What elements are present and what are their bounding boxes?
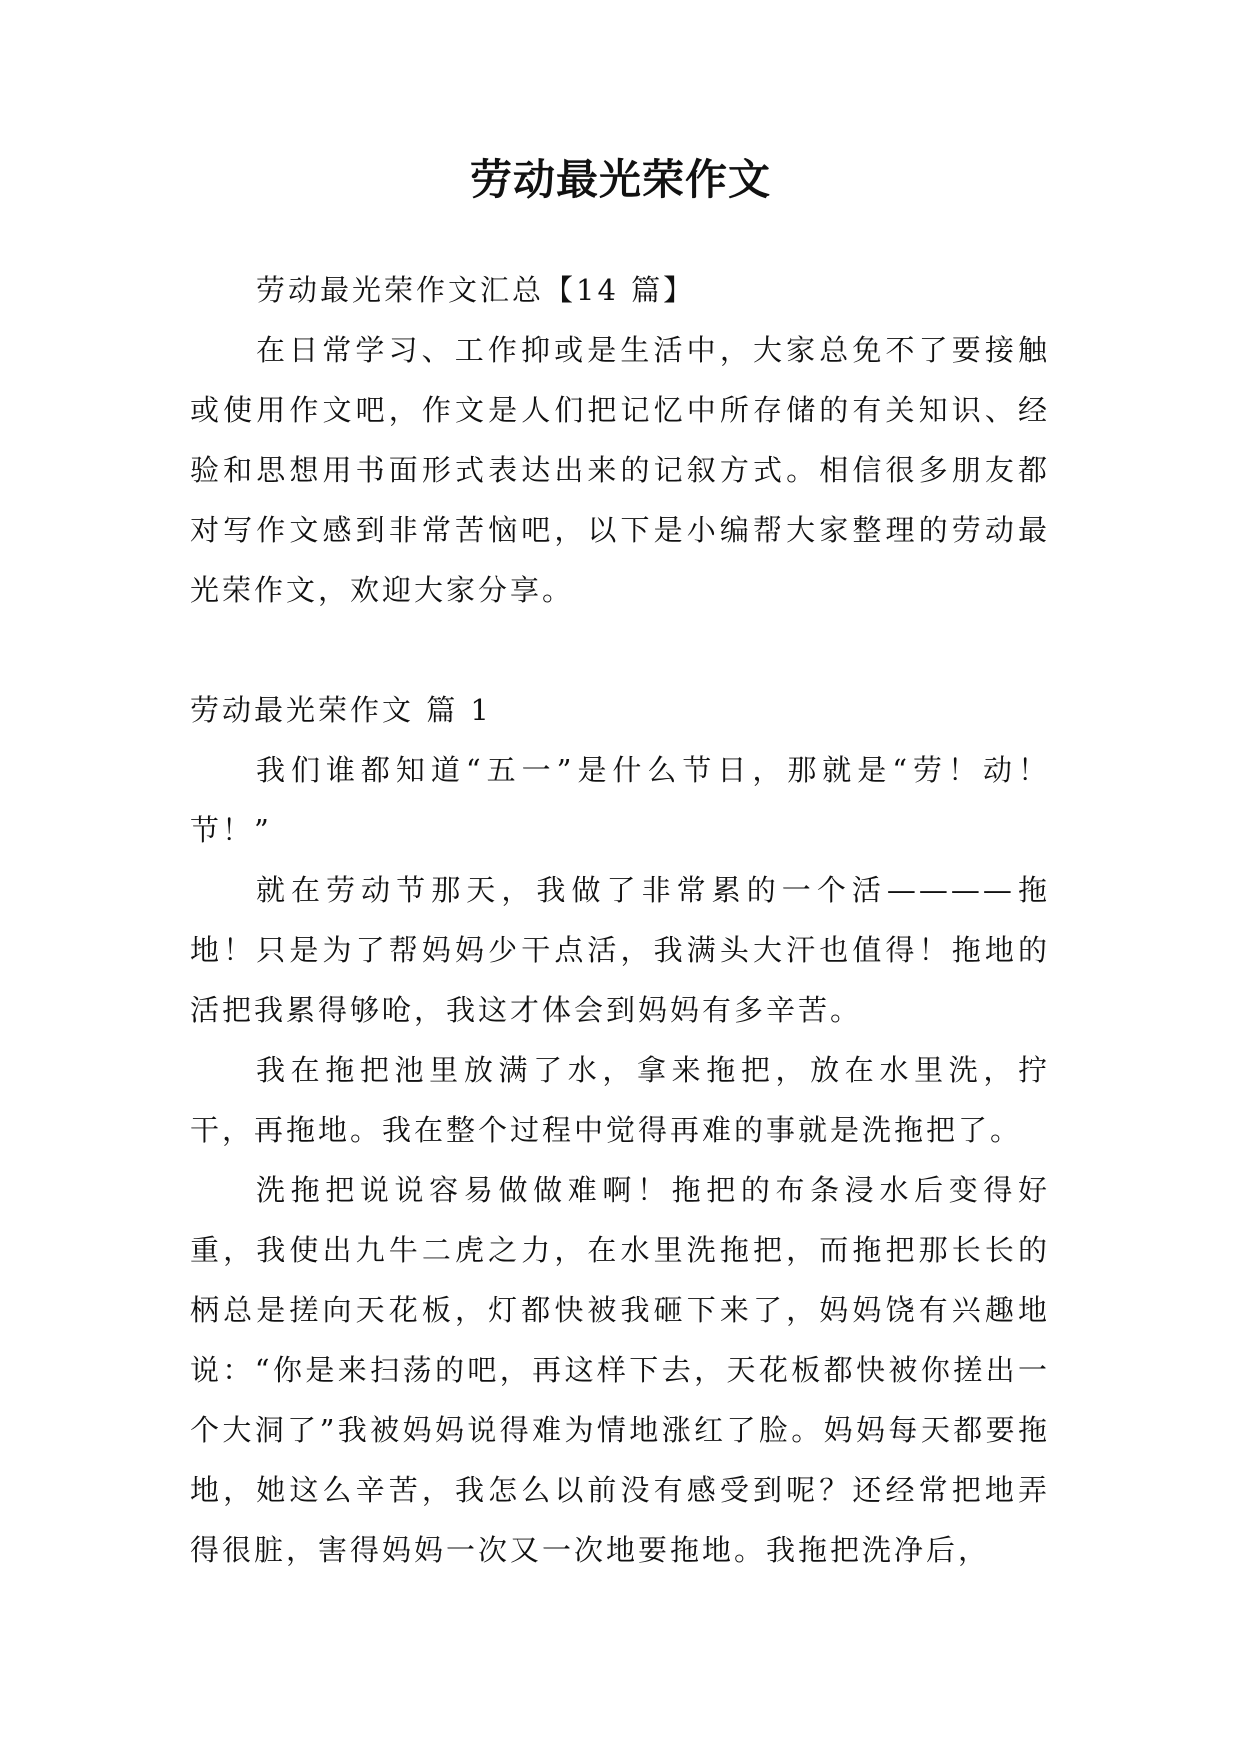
body-paragraph: 我们谁都知道“五一”是什么节日，那就是“劳！动！节！” [190,753,1050,847]
document-title: 劳动最光荣作文 [469,155,771,204]
intro-paragraph: 在日常学习、工作抑或是生活中，大家总免不了要接触或使用作文吧，作文是人们把记忆中所存储的有关知识、经验和思想用书面形式表达出来的记叙方式。相信很多朋友都对写作文感到非常苦恼吧，以下是小编帮大家整理的劳动最光荣作文，欢迎大家分享。 [190,333,1050,607]
document-subtitle: 劳动最光荣作文汇总【14 篇】 [256,273,696,307]
body-paragraph: 就在劳动节那天，我做了非常累的一个活————拖地！只是为了帮妈妈少干点活，我满头大汗也值得！拖地的活把我累得够呛，我这才体会到妈妈有多辛苦。 [190,873,1050,1027]
body-paragraph: 我在拖把池里放满了水，拿来拖把，放在水里洗，拧干，再拖地。我在整个过程中觉得再难的事就是洗拖把了。 [190,1053,1050,1147]
section-heading: 劳动最光荣作文 篇 1 [190,693,492,727]
body-paragraph: 洗拖把说说容易做做难啊！拖把的布条浸水后变得好重，我使出九牛二虎之力，在水里洗拖把，而拖把那长长的柄总是搓向天花板，灯都快被我砸下来了，妈妈饶有兴趣地说：“你是来扫荡的吧，再这样下去，天花板都快被你搓出一个大洞了”我被妈妈说得难为情地涨红了脸。妈妈每天都要拖地，她这么辛苦，我怎么以前没有感受到呢？还经常把地弄得很脏，害得妈妈一次又一次地要拖地。我拖把洗净后， [190,1173,1050,1567]
document-body [190,260,1050,1580]
